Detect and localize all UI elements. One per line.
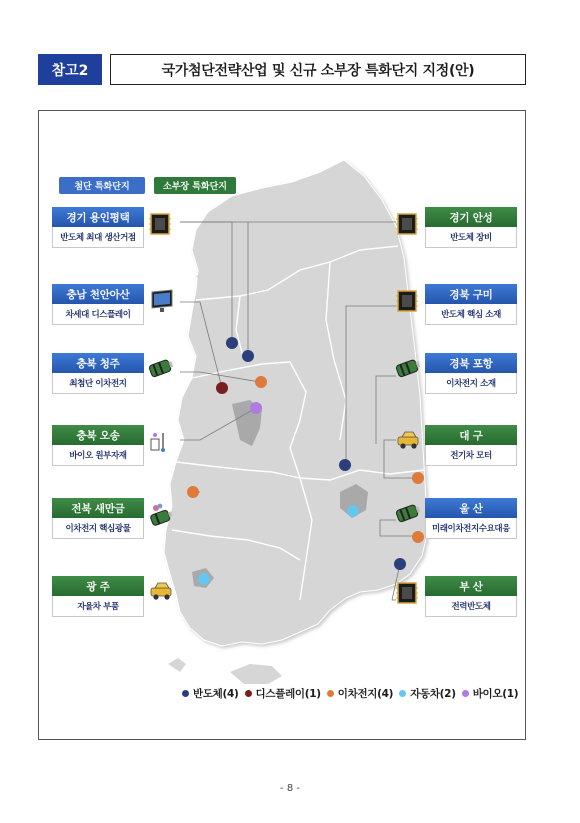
site-dot-battery — [412, 472, 424, 484]
sobujang-cluster-tag: 소부장 특화단지 — [154, 177, 236, 194]
site-dot-battery — [412, 531, 424, 543]
cluster-card — [52, 207, 144, 248]
display-icon — [148, 288, 172, 314]
cluster-card-subtitle: 전기차 모터 — [425, 445, 517, 466]
car-icon — [395, 429, 419, 455]
advanced-cluster-tag: 첨단 특화단지 — [59, 177, 145, 194]
site-dot-semiconductor — [242, 350, 254, 362]
cluster-card — [52, 425, 144, 466]
cluster-card-subtitle: 차세대 디스플레이 — [52, 304, 144, 325]
cluster-card-subtitle: 반도체 최대 생산거점 — [52, 227, 144, 248]
cluster-card-subtitle: 미래이차전지수요대응 — [425, 518, 517, 539]
legend-dot-icon — [182, 690, 189, 697]
legend-item — [327, 686, 393, 701]
cluster-card-title: 경기 안성 — [425, 207, 517, 227]
legend-dot-icon — [245, 690, 252, 697]
legend-item — [462, 686, 519, 701]
cluster-card-subtitle: 전력반도체 — [425, 596, 517, 617]
page-number: - 8 - — [280, 783, 300, 794]
cluster-card-title: 경북 포항 — [425, 353, 517, 373]
mineral-battery-icon — [148, 502, 172, 528]
chip-icon — [148, 211, 172, 237]
cluster-card — [425, 576, 517, 617]
cluster-card-subtitle: 이차전지 핵심광물 — [52, 518, 144, 539]
cluster-card — [52, 498, 144, 539]
site-dot-battery — [255, 376, 267, 388]
cluster-card — [52, 284, 144, 325]
island-shape — [168, 658, 186, 672]
legend-item — [182, 686, 239, 701]
page-title: 국가첨단전략산업 및 신규 소부장 특화단지 지정(안) — [110, 54, 526, 85]
site-dot-semiconductor — [226, 337, 238, 349]
site-dot-semiconductor — [394, 558, 406, 570]
chip-icon — [395, 211, 419, 237]
cluster-card-title: 광 주 — [52, 576, 144, 596]
industry-legend — [182, 685, 524, 701]
cluster-card — [425, 207, 517, 248]
cluster-card-title: 충남 천안아산 — [52, 284, 144, 304]
legend-dot-icon — [399, 690, 406, 697]
cluster-card-subtitle: 자율차 부품 — [52, 596, 144, 617]
legend-label: 반도체(4) — [193, 687, 239, 700]
reference-badge: 참고2 — [38, 54, 102, 85]
legend-label: 바이오(1) — [472, 687, 519, 700]
legend-item — [399, 686, 456, 701]
battery-icon — [148, 357, 172, 383]
cluster-card-title: 부 산 — [425, 576, 517, 596]
site-dot-auto — [198, 573, 210, 585]
cluster-card — [425, 353, 517, 394]
battery-icon — [395, 357, 419, 383]
island-shape — [230, 664, 282, 684]
cluster-card — [52, 576, 144, 617]
chip-icon — [395, 288, 419, 314]
legend-label: 디스플레이(1) — [255, 687, 321, 700]
legend-label: 이차전지(4) — [337, 687, 394, 700]
legend-dot-icon — [327, 690, 334, 697]
cluster-card-subtitle: 최첨단 이차전지 — [52, 373, 144, 394]
cluster-card-title: 대 구 — [425, 425, 517, 445]
cluster-card-title: 울 산 — [425, 498, 517, 518]
cluster-card-title: 경기 용인평택 — [52, 207, 144, 227]
chip-icon — [395, 580, 419, 606]
cluster-card — [425, 284, 517, 325]
battery-icon — [395, 502, 419, 528]
site-dot-bio — [250, 402, 262, 414]
cluster-card-subtitle: 반도체 핵심 소재 — [425, 304, 517, 325]
legend-item — [245, 686, 321, 701]
legend-dot-icon — [462, 690, 469, 697]
cluster-card-subtitle: 이차전지 소재 — [425, 373, 517, 394]
site-dot-battery — [187, 486, 199, 498]
cluster-card-subtitle: 바이오 원부자재 — [52, 445, 144, 466]
site-dot-auto — [347, 505, 359, 517]
legend-label: 자동차(2) — [410, 687, 456, 700]
cluster-card-title: 경북 구미 — [425, 284, 517, 304]
cluster-card-title: 충북 청주 — [52, 353, 144, 373]
cluster-card — [425, 498, 517, 539]
site-dot-display — [216, 382, 228, 394]
cluster-card-title: 전북 새만금 — [52, 498, 144, 518]
cluster-card — [425, 425, 517, 466]
cluster-card-subtitle: 반도체 장비 — [425, 227, 517, 248]
car-icon — [148, 580, 172, 606]
bio-lab-icon — [148, 429, 172, 455]
cluster-card — [52, 353, 144, 394]
cluster-card-title: 충북 오송 — [52, 425, 144, 445]
site-dot-semiconductor — [339, 459, 351, 471]
